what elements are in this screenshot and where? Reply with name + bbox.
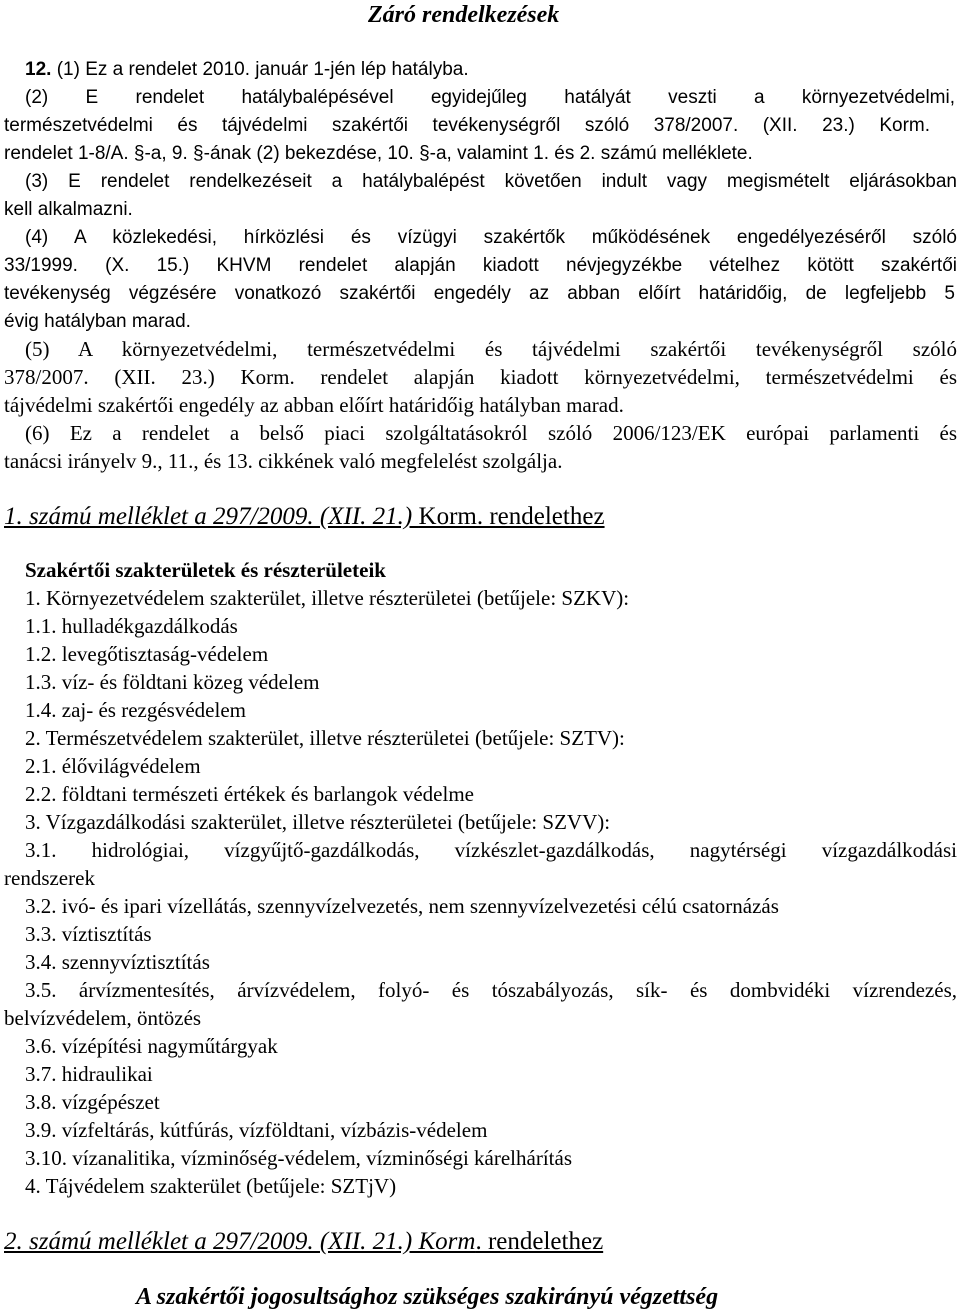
para-line: tanácsi irányelv 9., 11., és 13. cikkének való megfelelést szolgálja.	[4, 449, 563, 473]
para-line: 12. (1) Ez a rendelet 2010. január 1-jén lép hatályba.	[25, 59, 469, 80]
list-item: belvízvédelem, öntözés	[4, 1006, 202, 1030]
list-item: 3.6. vízépítési nagyműtárgyak	[25, 1034, 278, 1058]
list-item: rendszerek	[4, 866, 95, 890]
list-item: 3.10. vízanalitika, vízminőség-védelem, vízminőségi kárelhárítás	[25, 1146, 572, 1170]
list-item: 2.2. földtani természeti értékek és barlangok védelme	[25, 782, 474, 806]
para-line: (3) E rendelet rendelkezéseit a hatálybalépést követően indult vagy megismételt eljárásokban	[25, 171, 957, 192]
para-line: 378/2007. (XII. 23.) Korm. rendelet alapján kiadott környezetvédelmi, természetvédelmi és	[4, 365, 957, 389]
list-item: 3.1. hidrológiai, vízgyűjtő-gazdálkodás, vízkészlet-gazdálkodás, nagytérségi vízgazdálkodási	[25, 838, 957, 862]
para-line: (4) A közlekedési, hírközlési és vízügyi szakértők működésének engedélyezéséről szóló	[25, 227, 957, 248]
annex-2-title: 2. számú melléklet a 297/2009. (XII. 21.) Korm. rendelethez	[4, 1228, 604, 1255]
list-item: 2. Természetvédelem szakterület, illetve részterületei (betűjele: SZTV):	[25, 726, 625, 750]
list-item: 1.3. víz- és földtani közeg védelem	[25, 670, 320, 694]
list-item: 3.7. hidraulikai	[25, 1062, 153, 1086]
list-item: 3. Vízgazdálkodási szakterület, illetve részterületei (betűjele: SZVV):	[25, 810, 611, 834]
list-item: 3.8. vízgépészet	[25, 1090, 160, 1114]
para-line: kell alkalmazni.	[4, 199, 133, 220]
list-item: 3.2. ivó- és ipari vízellátás, szennyvízelvezetés, nem szennyvízelvezetési célú csatornázás	[25, 894, 779, 918]
list-item: 4. Tájvédelem szakterület (betűjele: SZTjV)	[25, 1174, 397, 1198]
annex-1-title: 1. számú melléklet a 297/2009. (XII. 21.) Korm. rendelethez	[4, 503, 605, 530]
para-line: 33/1999. (X. 15.) KHVM rendelet alapján kiadott névjegyzékbe vételhez kötött szakértői	[4, 255, 957, 276]
para-line: (2) E rendelet hatálybalépésével egyidejűleg hatályát veszti a környezetvédelmi,	[25, 87, 955, 108]
list-item: 3.5. árvízmentesítés, árvízvédelem, folyó- és tószabályozás, sík- és dombvidéki vízrendezés,	[25, 978, 957, 1002]
annex-1-subtitle: Szakértői szakterületek és részterületeik	[25, 558, 386, 582]
annex-2-subtitle: A szakértői jogosultsághoz szükséges szakirányú végzettség	[136, 1284, 719, 1310]
section-heading: Záró rendelkezések	[368, 2, 560, 28]
para-line: (6) Ez a rendelet a belső piaci szolgáltatásokról szóló 2006/123/EK európai parlamenti és	[25, 421, 957, 445]
list-item: 1. Környezetvédelem szakterület, illetve részterületei (betűjele: SZKV):	[25, 586, 630, 610]
list-item: 1.4. zaj- és rezgésvédelem	[25, 698, 246, 722]
list-item: 3.3. víztisztítás	[25, 922, 152, 946]
para-line: természetvédelmi és tájvédelmi szakértői tevékenységről szóló 378/2007. (XII. 23.) Korm.	[4, 115, 930, 136]
para-line: (5) A környezetvédelmi, természetvédelmi és tájvédelmi szakértői tevékenységről szóló	[25, 337, 957, 361]
list-item: 1.2. levegőtisztaság-védelem	[25, 642, 269, 666]
para-line: évig hatályban marad.	[4, 311, 191, 332]
para-number: 12.	[25, 59, 52, 80]
list-item: 3.9. vízfeltárás, kútfúrás, vízföldtani, vízbázis-védelem	[25, 1118, 488, 1142]
list-item: 2.1. élővilágvédelem	[25, 754, 201, 778]
para-line: tájvédelmi szakértői engedély az abban előírt határidőig hatályban marad.	[4, 393, 624, 417]
para-line: tevékenység végzésére vonatkozó szakértői engedély az abban előírt határidőig, de legfeljebb 5	[4, 283, 955, 304]
para-line: rendelet 1-8/A. §-a, 9. §-ának (2) bekezdése, 10. §-a, valamint 1. és 2. számú melléklete.	[4, 143, 753, 164]
list-item: 3.4. szennyvíztisztítás	[25, 950, 210, 974]
list-item: 1.1. hulladékgazdálkodás	[25, 614, 238, 638]
